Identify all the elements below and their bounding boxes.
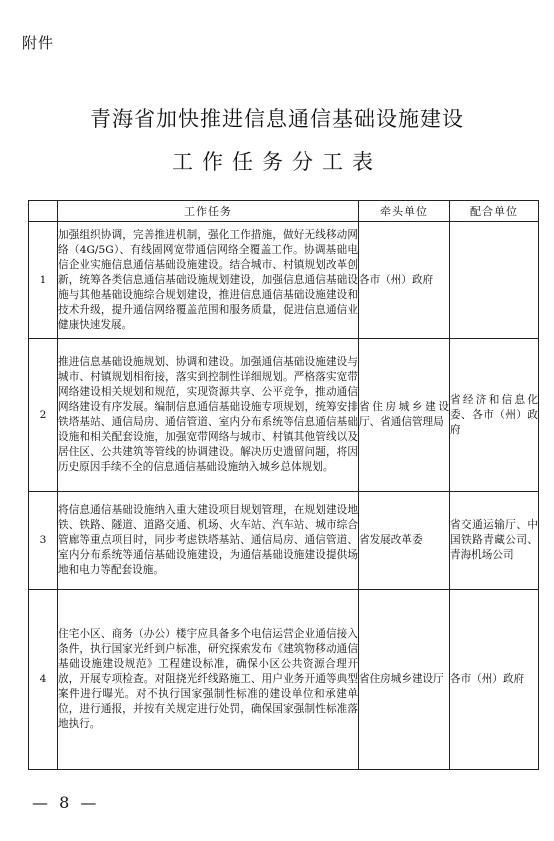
column-header-coop-unit: 配合单位 <box>450 201 539 222</box>
table-row <box>29 590 539 770</box>
task-cell: 将信息通信基础设施纳入重大建设项目规划管理，在规划建设地铁、铁路、隧道、道路交通、机场、火车站、汽车站、城市综合管廊等重点项目时，同步考虑铁塔基站、通信局房、通信管道、室内分布系统等通信基础设施建设，为通信基础设施建设提供场地和电力等配套设施。 <box>58 492 359 590</box>
coop-unit-cell: 省交通运输厅、中国铁路青藏公司、青海机场公司 <box>450 492 539 590</box>
document-title-line-1: 青海省加快推进信息通信基础设施建设 <box>90 107 464 131</box>
row-number: 3 <box>29 492 58 590</box>
lead-unit-cell: 省发展改革委 <box>359 492 450 590</box>
column-header-number <box>29 201 58 222</box>
row-number: 4 <box>29 590 58 770</box>
task-cell: 加强组织协调，完善推进机制，强化工作措施，做好无线移动网络（4G/5G）、有线固网宽带通信网络全覆盖工作。协调基础电信企业实施信息通信基础设施建设。结合城市、村镇规划改革创新，统筹各类信息通信基础设施规划建设，加强信息通信基础设施与其他基础设施综合规划建设，推进信息通信基础设施建设和技术升级，提升通信网络覆盖范围和服务质量，促进信息通信业健康快速发展。 <box>58 222 359 339</box>
column-header-lead-unit: 牵头单位 <box>359 201 450 222</box>
row-number: 2 <box>29 339 58 492</box>
coop-unit-cell <box>450 222 539 339</box>
table-header-row <box>29 201 539 222</box>
lead-unit-cell: 省住房城乡建设厅 <box>359 590 450 770</box>
table-row <box>29 492 539 590</box>
task-division-table <box>28 200 539 770</box>
page-number: — 8 — <box>32 793 100 812</box>
task-cell: 推进信息基础设施规划、协调和建设。加强通信基础设施建设与城市、村镇规划相衔接，落实到控制性详细规划。严格落实宽带网络建设相关规划和规范，实现资源共享、公平竞争，推动通信网络建设有序发展。编制信息通信基础设施专项规划，统筹安排铁塔基站、通信局房、通信管道、室内分布系统等信息通信基础设施和相关配套设施，加强宽带网络与城市、村镇其他管线以及居住区、公共建筑等管线的协调建设。解决历史遗留问题，将因历史原因手续不全的信息通信基础设施纳入城乡总体规划。 <box>58 339 359 492</box>
coop-unit-cell: 各市（州）政府 <box>450 590 539 770</box>
lead-unit-cell: 各市（州）政府 <box>359 222 450 339</box>
document-title-line-2: 工作任务分工表 <box>172 150 382 174</box>
table-row <box>29 222 539 339</box>
row-number: 1 <box>29 222 58 339</box>
attachment-label: 附件 <box>22 34 55 52</box>
table-row <box>29 339 539 492</box>
coop-unit-cell: 省经济和信息化委、各市（州）政府 <box>450 339 539 492</box>
column-header-task: 工作任务 <box>58 201 359 222</box>
task-cell: 住宅小区、商务（办公）楼宇应具备多个电信运营企业通信接入条件，执行国家光纤到户标准，研究探索发布《建筑物移动通信基础设施建设规范》工程建设标准，确保小区公共资源合理开放，开展专项检查。对阻挠光纤线路施工、用户业务开通等典型案件进行曝光。对不执行国家强制性标准的建设单位和承建单位，进行通报，并按有关规定进行处罚，确保国家强制性标准落地执行。 <box>58 590 359 770</box>
lead-unit-cell: 省住房城乡建设厅、省通信管理局 <box>359 339 450 492</box>
